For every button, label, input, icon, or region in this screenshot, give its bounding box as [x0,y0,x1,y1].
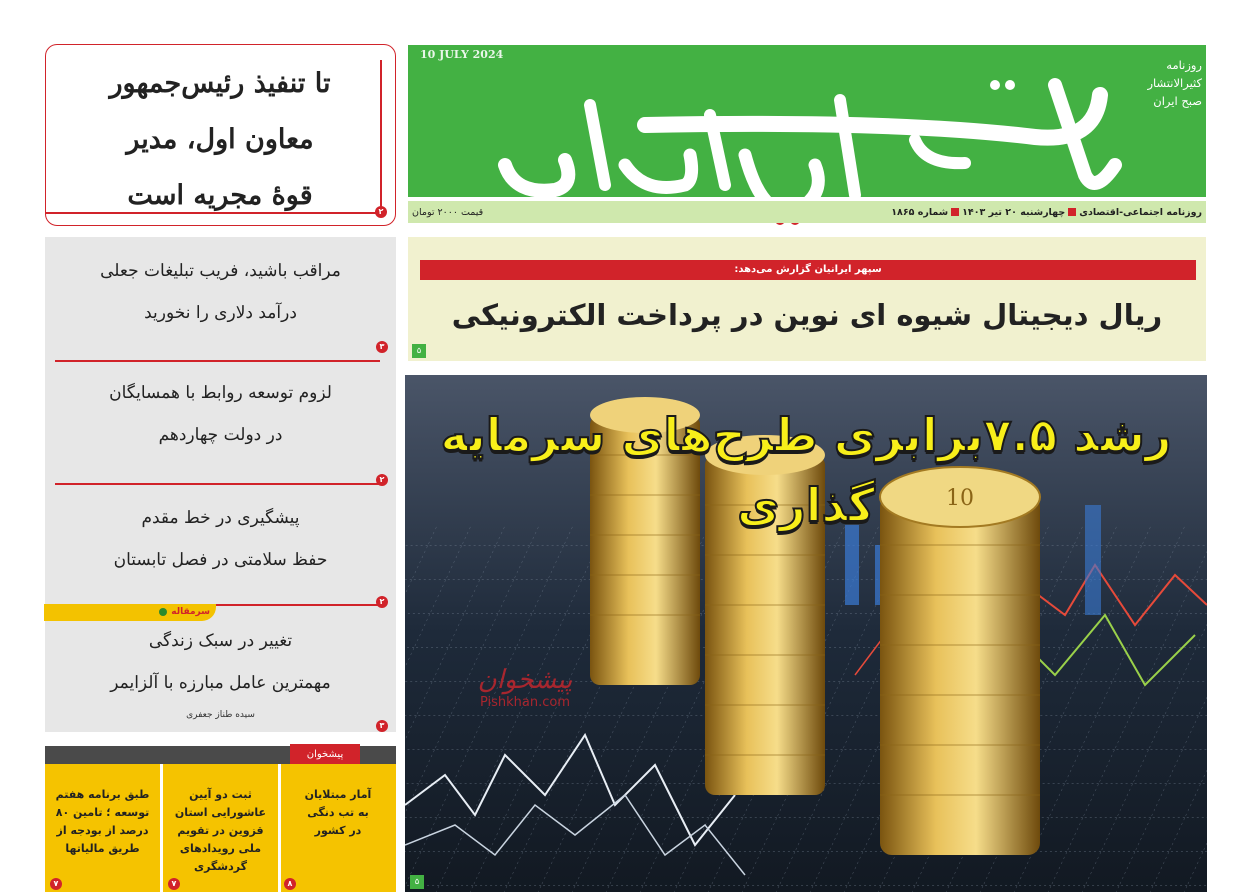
masthead-sub-line: کثیرالانتشار [1147,76,1202,90]
story-line: طریق مالیاتها [65,842,140,855]
left-story-4[interactable] [45,620,396,704]
strip-story-2[interactable] [163,764,278,892]
story-line: گردشگری [193,860,248,873]
quote-headline[interactable] [60,56,380,224]
story-line: ملی رویدادهای [179,842,262,855]
left-story-1[interactable] [45,250,396,334]
story-line: مراقب باشید، فریب تبلیغات جعلی [100,261,341,281]
quote-box-accent [380,60,382,212]
strip-story-1[interactable] [280,764,396,892]
story-line: به تب دنگی [307,806,369,819]
story-line: لزوم توسعه روابط با همسایگان [109,383,332,403]
page-number-badge: ۲ [375,206,387,218]
bullet-icon [159,608,167,616]
kicker: سپهر ایرانیان گزارش می‌دهد: [420,260,1196,280]
masthead-sub-line: صبح ایران [1153,94,1202,108]
page-number-badge: ۵ [410,875,424,889]
page-number-badge: ۷ [168,878,180,890]
divider [55,360,380,362]
story-line: قزوین در تقویم [177,824,264,837]
masthead-subtitle [1120,56,1202,110]
story-line: پیشگیری در خط مقدم [141,508,300,528]
watermark-fa: پیشخوان [477,665,573,695]
main-headline[interactable]: ریال دیجیتال شیوه ای نوین در پرداخت الکترونیکی [451,298,1163,332]
page-number-badge: ۲ [376,596,388,608]
story-line: طبق برنامه هفتم [55,788,150,801]
issue-number: شماره ۱۸۶۵ [891,206,949,218]
page-number-badge: ۲ [376,474,388,486]
masthead-info-bar [408,201,1206,223]
issue-info [891,207,1202,218]
page-number-badge: ۷ [50,878,62,890]
story-line: مهمترین عامل مبارزه با آلزایمر [110,673,331,693]
story-line: در دولت چهاردهم [158,425,283,445]
editorial-tag [44,604,216,621]
author-name: سیده طناز جعفری [186,710,255,720]
paper-type: روزنامه اجتماعی-اقتصادی [1079,206,1202,218]
masthead-date: 10 JULY 2024 [420,48,504,61]
story-line: عاشورایی استان [174,806,267,819]
issue-date: چهارشنبه ۲۰ تیر ۱۴۰۳ [962,206,1066,218]
masthead-sub-line: روزنامه [1166,58,1202,72]
quote-line: تا تنفیذ رئیس‌جمهور [109,68,331,99]
photo-headline[interactable]: رشد ۷.۵برابری طرح‌های سرمایه گذاری [440,408,1172,532]
pishkhan-tag: پیشخوان [290,744,360,766]
svg-text:10: 10 [946,486,974,511]
divider [160,764,163,892]
story-line: توسعه ؛ تامین ۸۰ [55,806,150,819]
editorial-label: سرمقاله [171,607,210,617]
quote-line: قوهٔ مجریه است [127,180,313,211]
story-line: درصد از بودجه از [56,824,149,837]
strip-story-3[interactable] [45,764,160,892]
quote-line: معاون اول، مدیر [126,124,314,155]
divider [278,764,281,892]
story-line: آمار مبتلایان [304,788,372,801]
page-number-badge: ۳ [376,341,388,353]
page-number-badge: ۸ [284,878,296,890]
pishkhan-watermark [460,665,590,710]
story-line: در کشور [314,824,362,837]
watermark-en: Pishkhan.com [479,695,571,710]
story-line: ثبت دو آیین [189,788,252,801]
left-story-3[interactable] [45,497,396,581]
page-number-badge: ۳ [376,720,388,732]
page-number-badge: ۵ [412,344,426,358]
story-line: حفظ سلامتی در فصل تابستان [113,550,328,570]
story-line: تغییر در سبک زندگی [148,631,293,651]
left-story-2[interactable] [45,372,396,456]
price: قیمت ۲۰۰۰ تومان [412,206,484,218]
divider [55,483,380,485]
story-line: درآمد دلاری را نخورید [144,303,297,323]
